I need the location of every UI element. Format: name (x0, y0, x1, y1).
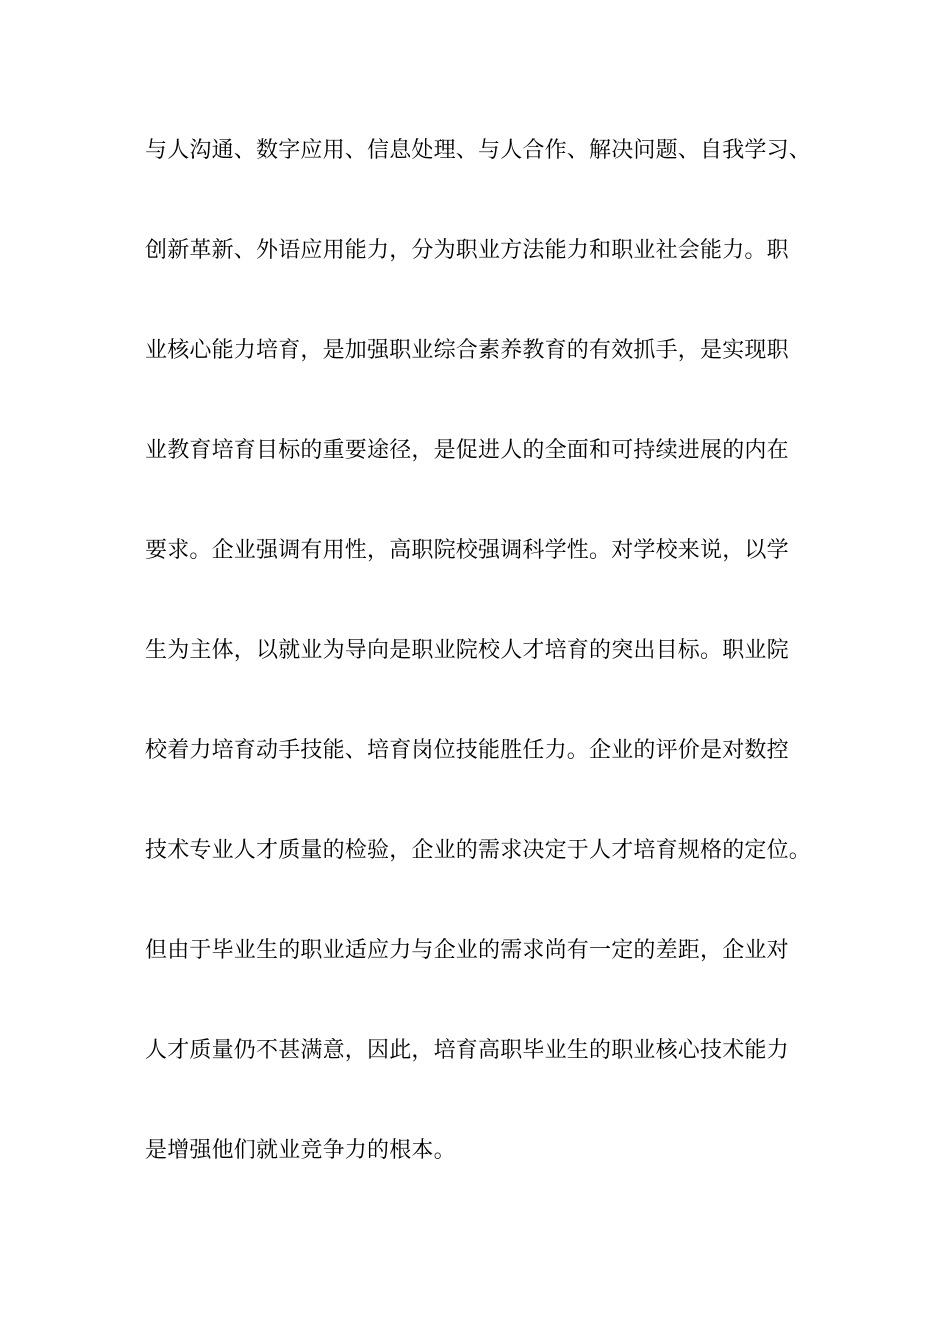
text-line: 业核心能力培育，是加强职业综合素养教育的有效抓手，是实现职 (145, 338, 789, 363)
text-line: 但由于毕业生的职业适应力与企业的需求尚有一定的差距，企业对 (145, 938, 789, 963)
body-paragraph (145, 126, 845, 1226)
text-line: 要求。企业强调有用性，高职院校强调科学性。对学校来说，以学 (145, 538, 789, 563)
text-line: 业教育培育目标的重要途径，是促进人的全面和可持续进展的内在 (145, 438, 789, 463)
text-line: 人才质量仍不甚满意，因此，培育高职毕业生的职业核心技术能力 (145, 1038, 789, 1063)
text-line: 生为主体，以就业为导向是职业院校人才培育的突出目标。职业院 (145, 638, 789, 663)
text-line: 校着力培育动手技能、培育岗位技能胜任力。企业的评价是对数控 (145, 738, 789, 763)
text-line: 技术专业人才质量的检验，企业的需求决定于人才培育规格的定位。 (145, 838, 812, 863)
text-line: 创新革新、外语应用能力，分为职业方法能力和职业社会能力。职 (145, 238, 789, 263)
text-line: 与人沟通、数字应用、信息处理、与人合作、解决问题、自我学习、 (145, 138, 812, 163)
text-line: 是增强他们就业竞争力的根本。 (145, 1138, 456, 1163)
